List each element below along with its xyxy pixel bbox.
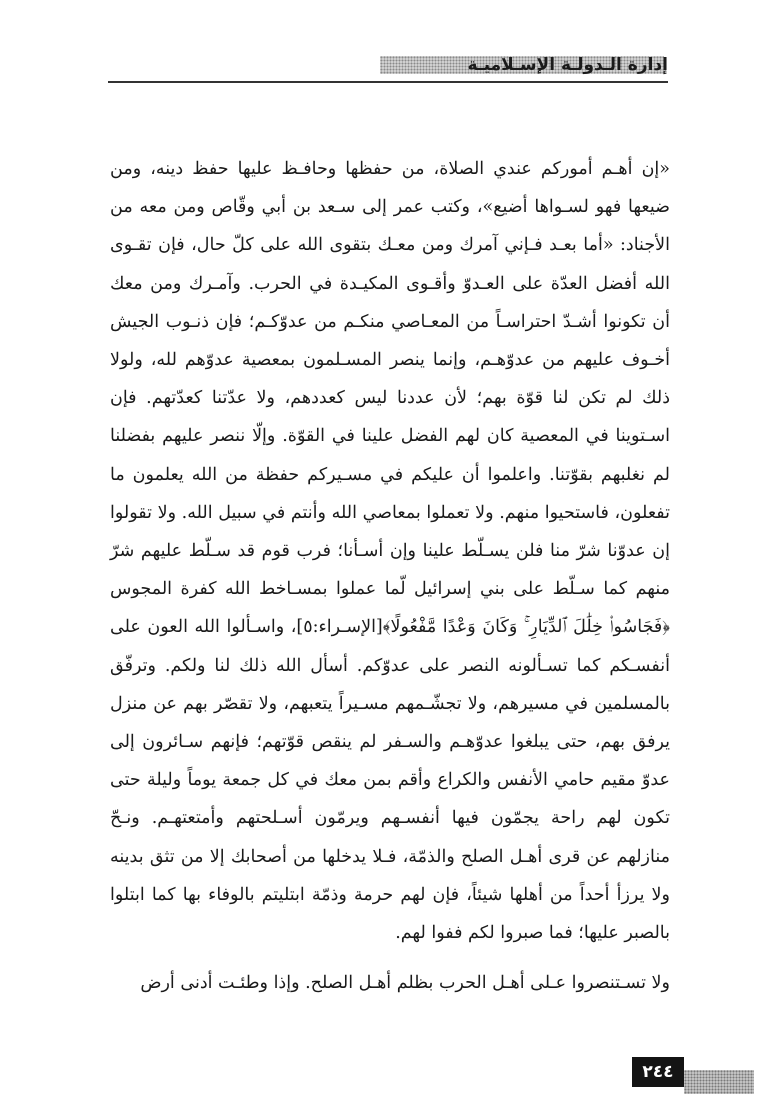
body-text	[110, 150, 670, 1002]
book-title: إدارة الـدولـة الإسـلاميـة	[467, 55, 668, 75]
paragraph-2: ولا تسـتنصروا عـلى أهـل الحرب بظلم أهـل الصلح. وإذا وطئـت أدنى أرض	[140, 973, 670, 994]
paragraph-1: «إن أهـم أموركم عندي الصلاة، من حفظها وحافـظ عليها حفظ دينه، ومن ضيعها فهو لسـواها أضيع»، وكتب عمر إلى سـعد بن أبي وقّاص ومن معه من الأجناد: «أما بعـد فـإني آمرك ومن معـك بتقوى الله على كلّ حال، فإن تقـوى الله أفضل العدّة على العـدوّ وأقـوى المكيـدة في الحرب. وآمـرك ومن معك أن تكونوا أشـدّ احتراسـاً من المعـاصي منكـم من عدوّكـم؛ فإن ذنـوب الجيش أخـوف عليهم من عدوّهـم، وإنما ينصر المسـلمون بمعصية عدوّهم لله، ولولا ذلك لم تكن لنا قوّة بهم؛ لأن عددنا ليس كعددهم، ولا عدّتنا كعدّتهم. فإن اسـتوينا في المعصية كان لهم الفضل علينا في القوّة. وإلّا ننصر عليهم بفضلنا لم نغلبهم بقوّتنا. واعلموا أن عليكم في مسـيركم حفظة من الله يعلمون ما تفعلون، فاستحيوا منهم. ولا تعملوا بمعاصي الله وأنتم في سبيل الله. ولا تقولوا إن عدوّنا شرّ منا فلن يسـلّط علينا وإن أسـأنا؛ فرب قوم قد سـلّط عليهم شرّ منهم كما سـلّط على بني إسرائيل لّما عملوا بمسـاخط الله كفرة المجوس ﴿فَجَاسُوا۟ خِلَٰلَ ٱلدِّيَارِ ۚ وَكَانَ وَعْدًا مَّفْعُولًا﴾[الإسـراء:٥]، واسـألوا الله العون على أنفسـكم كما تسـألونه النصر على عدوّكم. أسأل الله ذلك لنا ولكم. وترفّق بالمسلمين في مسيرهم، ولا تجشّـمهم مسـيراً يتعبهم، ولا تقصّر بهم عن منزل يرفق بهم، حتى يبلغوا عدوّهـم والسـفر لم ينقص قوّتهم؛ فإنهم سـائرون إلى عدوّ مقيم حامي الأنفس والكراع وأقم بمن معك في كل جمعة يوماً وليلة حتى تكون لهم راحة يجمّون فيها أنفسـهم ويرمّون أسـلحتهم وأمتعتهـم. ونـحّ منازلهم عن قرى أهـل الصلح والذمّة، فـلا يدخلها من أصحابك إلا من تثق بدينه ولا يرزأ أحداً من أهلها شيئاً، فإن لهم حرمة وذمّة ابتليتم بالوفاء بها كما ابتلوا بالصبر عليها؛ فما صبروا لكم ففوا لهم.	[110, 159, 670, 944]
page-number: ٢٤٤	[632, 1057, 684, 1087]
running-header	[108, 50, 668, 82]
header-rule	[108, 81, 668, 83]
footer-decorative-band	[684, 1070, 754, 1094]
